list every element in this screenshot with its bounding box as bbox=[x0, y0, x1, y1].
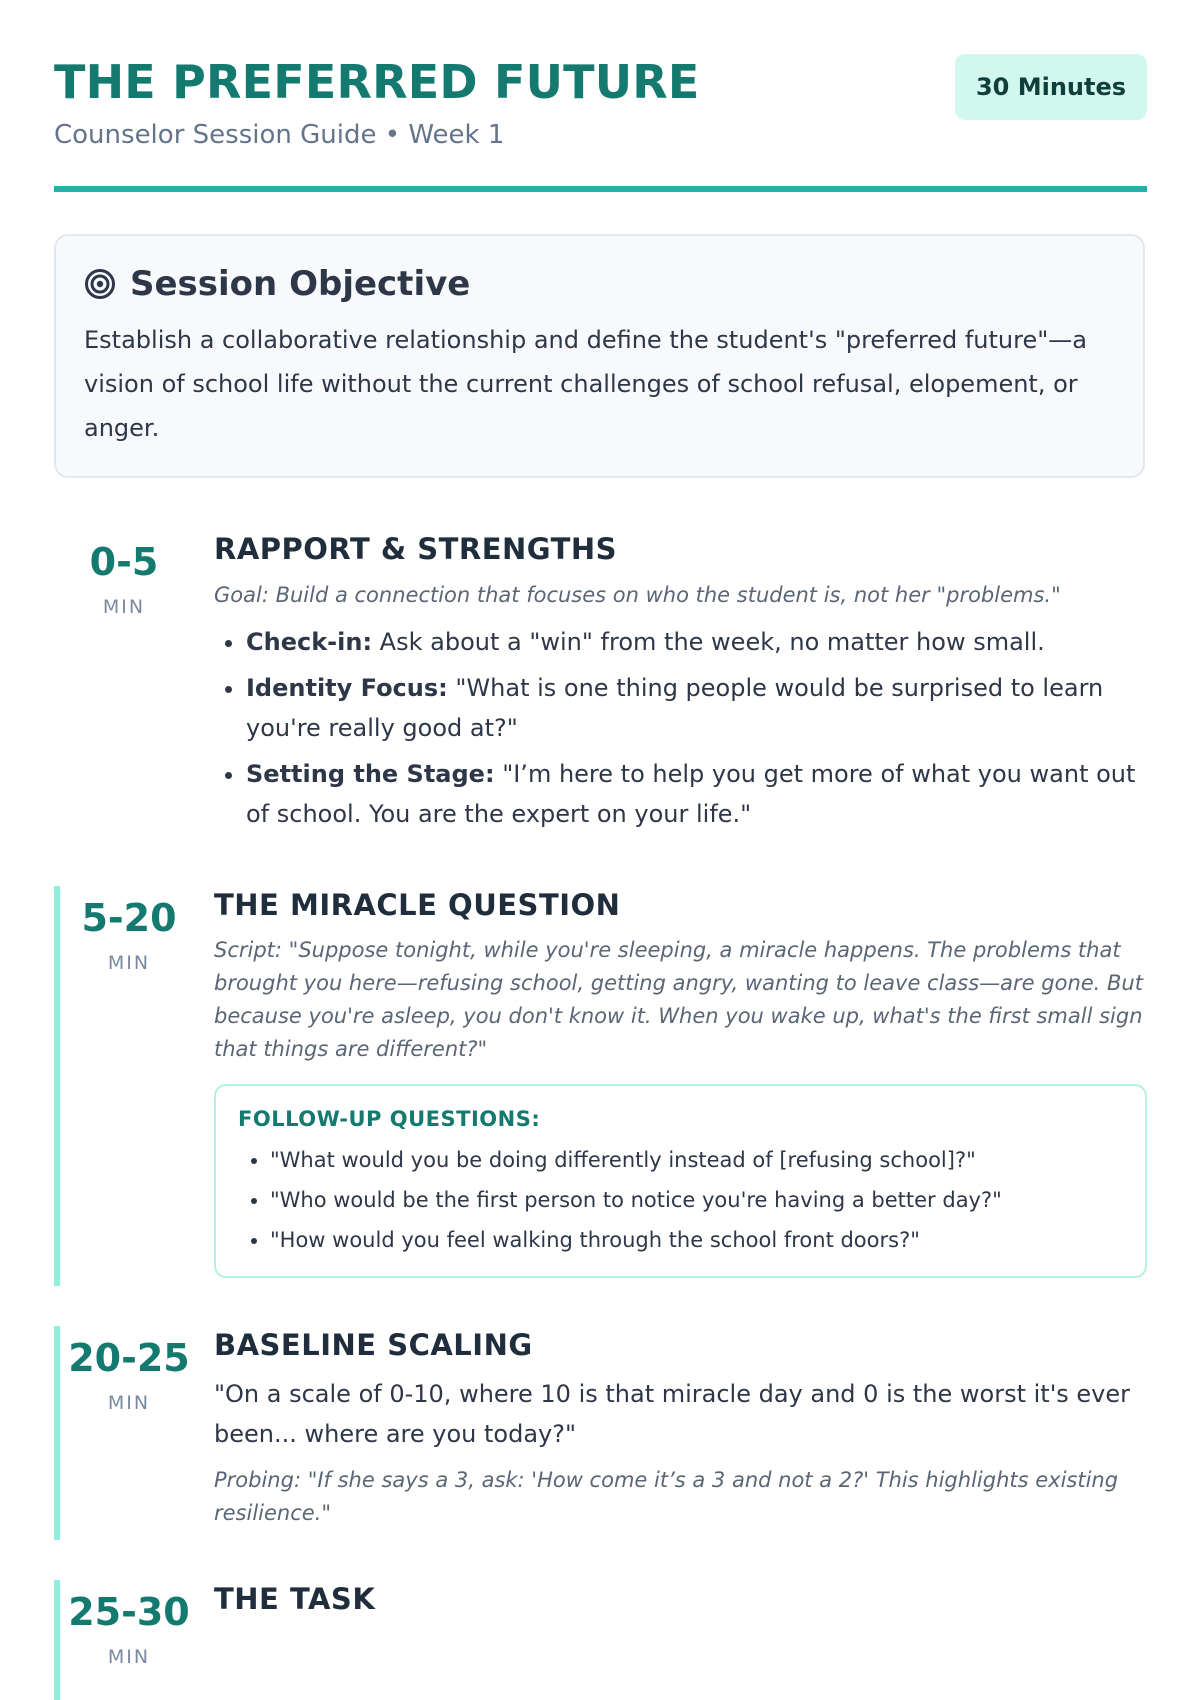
time-unit: MIN bbox=[107, 1646, 151, 1668]
followup-title: FOLLOW-UP QUESTIONS: bbox=[238, 1107, 541, 1131]
section-title: RAPPORT & STRENGTHS bbox=[214, 532, 618, 566]
time-unit: MIN bbox=[107, 952, 151, 974]
followup-list bbox=[238, 1140, 1123, 1260]
objective-text: Establish a collaborative relationship and define the student's "preferred future"—a vision of school life without the current challenges of school refusal, elopement, or anger. bbox=[84, 326, 1087, 442]
time-unit: MIN bbox=[107, 1392, 151, 1414]
page-header bbox=[54, 52, 1147, 152]
bullet-text: "I’m here to help you get more of what you want out of school. You are the expert on your life." bbox=[246, 760, 1136, 828]
bullet-text: "What is one thing people would be surprised to learn you're really good at?" bbox=[246, 674, 1104, 742]
section-content bbox=[214, 1326, 1147, 1530]
bullet-label: Check-in: bbox=[246, 628, 373, 656]
section-script: Script: "Suppose tonight, while you're sleeping, a miracle happens. The problems that brought you here—refusing school, getting angry, wanting to leave class—are gone. But because you're asleep, you don't know it. When you wake up, what's the first small sign that things are different?" bbox=[214, 938, 1143, 1061]
section-goal: Goal: Build a connection that focuses on who the student is, not her "problems." bbox=[214, 583, 1061, 607]
time-range: 25-30 bbox=[68, 1590, 190, 1634]
probing-note: Probing: "If she says a 3, ask: 'How come it’s a 3 and not a 2?' This highlights existing resilience." bbox=[214, 1468, 1119, 1525]
section-time bbox=[64, 1588, 194, 1668]
list-item bbox=[246, 622, 1147, 662]
section-content bbox=[214, 1580, 1147, 1618]
list-item: • "What would you be doing differently instead of [refusing school]?" bbox=[270, 1140, 1123, 1180]
list-item: • "Who would be the first person to notice you're having a better day?" bbox=[270, 1180, 1123, 1220]
list-item: • "How would you feel walking through the school front doors?" bbox=[270, 1220, 1123, 1260]
section-content bbox=[214, 530, 1147, 840]
list-item bbox=[246, 668, 1147, 748]
section-the-task bbox=[54, 1580, 1147, 1700]
time-range: 5-20 bbox=[81, 896, 177, 940]
list-item bbox=[246, 754, 1147, 834]
section-time bbox=[64, 1334, 194, 1414]
section-time bbox=[54, 538, 194, 618]
section-miracle-question bbox=[54, 886, 1147, 1286]
bullet-label: Setting the Stage: bbox=[246, 760, 495, 788]
section-content bbox=[214, 886, 1147, 1278]
duration-badge: 30 Minutes bbox=[955, 54, 1147, 120]
section-title: THE MIRACLE QUESTION bbox=[214, 888, 621, 922]
section-rapport bbox=[54, 530, 1147, 860]
time-range: 20-25 bbox=[68, 1336, 190, 1380]
bullet-label: Identity Focus: bbox=[246, 674, 448, 702]
page-subtitle: Counselor Session Guide • Week 1 bbox=[54, 120, 505, 150]
time-unit: MIN bbox=[102, 596, 146, 618]
section-time bbox=[64, 894, 194, 974]
followup-box bbox=[214, 1084, 1147, 1278]
section-baseline-scaling bbox=[54, 1326, 1147, 1540]
time-range: 0-5 bbox=[89, 540, 159, 584]
header-divider bbox=[54, 186, 1147, 192]
section-title: THE TASK bbox=[214, 1582, 376, 1616]
target-icon bbox=[84, 268, 116, 300]
bullet-text: Ask about a "win" from the week, no matter how small. bbox=[372, 628, 1045, 656]
scaling-question: "On a scale of 0-10, where 10 is that miracle day and 0 is the worst it's ever been... where are you today?" bbox=[214, 1380, 1131, 1448]
objective-title: Session Objective bbox=[130, 264, 471, 304]
page-title: THE PREFERRED FUTURE bbox=[54, 55, 700, 109]
bullet-list bbox=[214, 622, 1147, 834]
objective-header bbox=[84, 262, 1115, 306]
session-objective-card bbox=[54, 234, 1145, 478]
section-title: BASELINE SCALING bbox=[214, 1328, 533, 1362]
